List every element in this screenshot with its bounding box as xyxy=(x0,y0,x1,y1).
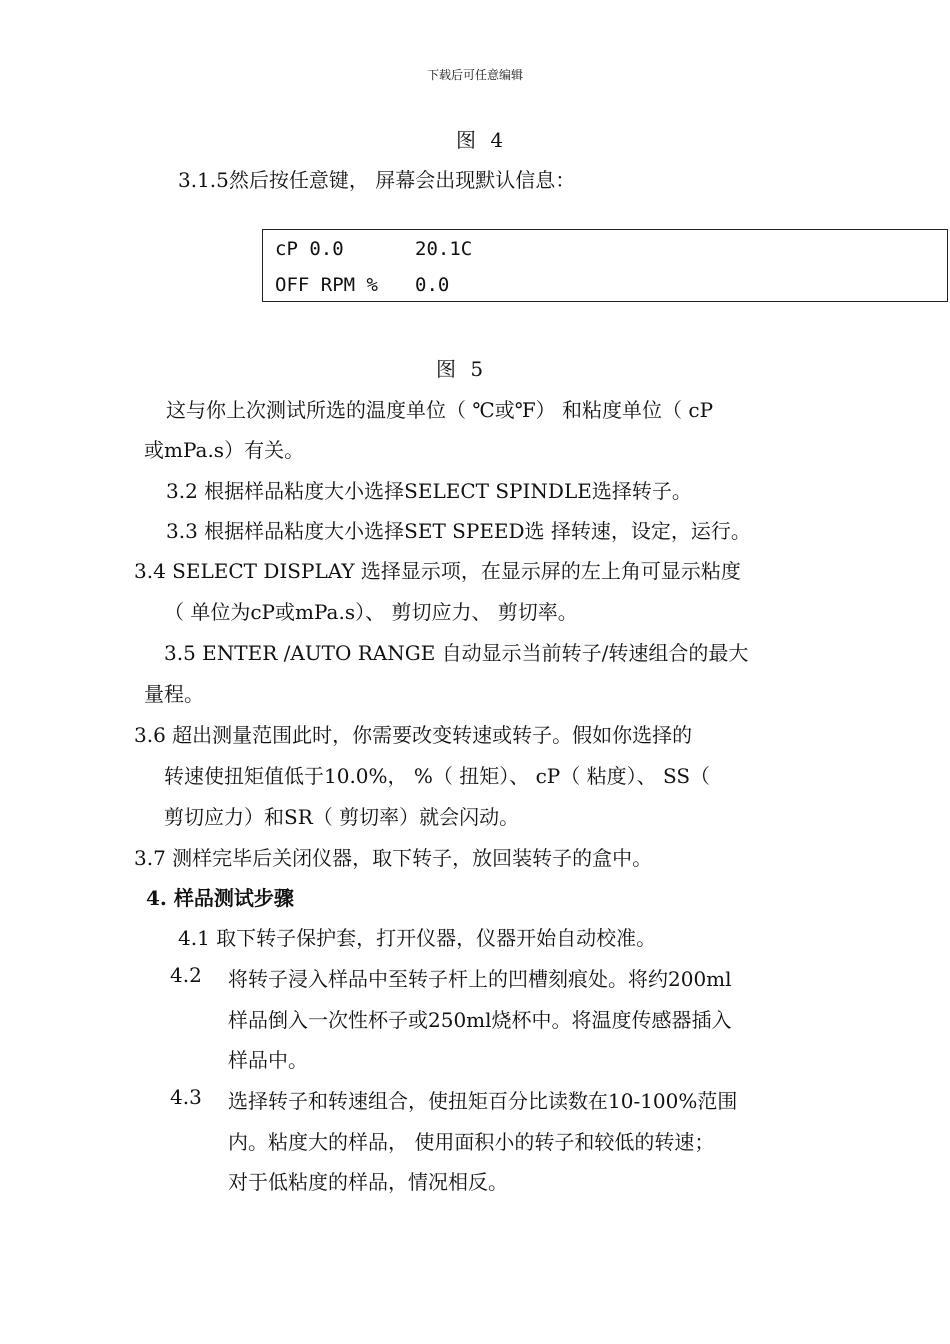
section-4-3-line-2: 内。粘度大的样品， 使用面积小的转子和较低的转速； xyxy=(228,1130,715,1154)
section-3-6-line-3: 剪切应力）和SR（ 剪切率）就会闪动。 xyxy=(164,805,520,829)
section-3-6-line-1: 3.6 超出测量范围此时，你需要改变转速或转子。假如你选择的 xyxy=(134,723,693,747)
paragraph-units-line-1: 这与你上次测试所选的温度单位（ ℃或℉） 和粘度单位（ cP xyxy=(166,398,714,422)
paragraph-units-line-2: 或mPa.s）有关。 xyxy=(144,438,305,462)
section-3-7: 3.7 测样完毕后关闭仪器，取下转子，放回装转子的盒中。 xyxy=(134,846,653,870)
section-3-6-line-2: 转速使扭矩值低于10.0%， %（ 扭矩）、 cP（ 粘度）、 SS（ xyxy=(164,764,711,788)
lcd-viscosity: cP 0.0 xyxy=(275,238,344,260)
section-4-2-line-1: 将转子浸入样品中至转子杆上的凹槽刻痕处。将约200ml xyxy=(228,967,732,991)
section-3-1-5: 3.1.5然后按任意键， 屏幕会出现默认信息： xyxy=(178,168,576,192)
section-3-3: 3.3 根据样品粘度大小选择SET SPEED选 择转速，设定，运行。 xyxy=(166,519,751,543)
section-4-heading: 4. 样品测试步骤 xyxy=(146,886,294,910)
section-3-5-line-1: 3.5 ENTER /AUTO RANGE 自动显示当前转子/转速组合的最大 xyxy=(164,641,749,665)
figure-5-caption: 图 5 xyxy=(436,357,488,381)
section-4-2-line-3: 样品中。 xyxy=(228,1048,308,1072)
section-3-5-line-2: 量程。 xyxy=(144,682,204,706)
lcd-row-2 xyxy=(275,274,450,296)
section-3-4-line-1: 3.4 SELECT DISPLAY 选择显示项，在显示屏的左上角可显示粘度 xyxy=(134,559,741,583)
lcd-status: OFF RPM % xyxy=(275,274,378,296)
section-4-2-line-2: 样品倒入一次性杯子或250ml烧杯中。将温度传感器插入 xyxy=(228,1008,732,1032)
section-4-3-line-3: 对于低粘度的样品，情况相反。 xyxy=(228,1170,508,1194)
section-4-2-number: 4.2 xyxy=(170,963,202,987)
figure-4-caption: 图 4 xyxy=(456,128,508,152)
lcd-temperature: 20.1C xyxy=(415,238,473,260)
lcd-row-1 xyxy=(275,238,473,260)
section-3-2: 3.2 根据样品粘度大小选择SELECT SPINDLE选择转子。 xyxy=(166,479,692,503)
section-4-3-line-1: 选择转子和转速组合，使扭矩百分比读数在10-100%范围 xyxy=(228,1089,738,1113)
section-3-4-line-2: （ 单位为cP或mPa.s）、 剪切应力、 剪切率。 xyxy=(164,600,578,624)
section-4-1: 4.1 取下转子保护套，打开仪器，仪器开始自动校准。 xyxy=(178,926,657,950)
page-header: 下载后可任意编辑 xyxy=(426,68,523,82)
lcd-display-box xyxy=(262,229,948,302)
section-4-3-number: 4.3 xyxy=(170,1085,202,1109)
lcd-torque: 0.0 xyxy=(415,274,450,296)
